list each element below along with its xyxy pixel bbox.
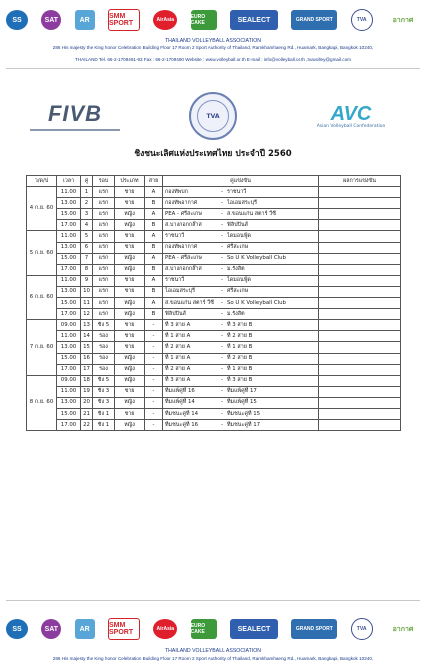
team-a: PEA - ศรีสะเกษ xyxy=(165,255,202,262)
team-b: ที่ 2 สาย B xyxy=(227,355,253,362)
teams-cell xyxy=(163,275,319,286)
team-b: ทีมชนะคู่ที่ 15 xyxy=(227,410,261,417)
table-row xyxy=(27,187,401,198)
versus-dash: - xyxy=(221,277,223,284)
time-cell: 17.00 xyxy=(57,420,81,431)
table-row xyxy=(27,242,401,253)
result-cell xyxy=(319,364,401,375)
date-cell: 6 ก.ย. 60 xyxy=(27,275,57,319)
ss-logo: SS xyxy=(6,619,28,639)
result-cell xyxy=(319,286,401,297)
team-b: ทีมแพ้คู่ที่ 17 xyxy=(227,388,257,395)
round-cell: ชิง 5 xyxy=(93,320,115,331)
pool-cell: - xyxy=(145,375,163,386)
pool-cell: - xyxy=(145,364,163,375)
time-cell: 15.00 xyxy=(57,408,81,419)
avc-mark: AVC xyxy=(330,103,372,125)
type-cell: ชาย xyxy=(115,198,145,209)
team-a: ที่ 3 สาย A xyxy=(165,321,191,328)
type-cell: ชาย xyxy=(115,386,145,397)
round-cell: แรก xyxy=(93,275,115,286)
time-cell: 13.00 xyxy=(57,242,81,253)
round-cell: แรก xyxy=(93,231,115,242)
teams-cell xyxy=(163,209,319,220)
pool-cell: A xyxy=(145,209,163,220)
round-cell: แรก xyxy=(93,298,115,309)
type-cell: ชาย xyxy=(115,242,145,253)
teams-cell xyxy=(163,364,319,375)
match-no-cell: 18 xyxy=(81,375,93,386)
type-cell: หญิง xyxy=(115,298,145,309)
pool-cell: B xyxy=(145,242,163,253)
ss-logo: SS xyxy=(6,10,28,30)
teams-cell xyxy=(163,320,319,331)
pool-cell: - xyxy=(145,331,163,342)
match-no-cell: 7 xyxy=(81,253,93,264)
team-b: ม.รังสิต xyxy=(227,310,245,317)
date-cell: 7 ก.ย. 60 xyxy=(27,320,57,375)
team-a: ทีมแพ้คู่ที่ 14 xyxy=(165,399,195,406)
time-cell: 11.00 xyxy=(57,331,81,342)
type-cell: ชาย xyxy=(115,187,145,198)
round-cell: ชิง 1 xyxy=(93,420,115,431)
teams-cell xyxy=(163,408,319,419)
result-cell xyxy=(319,187,401,198)
team-b: ฟิลิปปินส์ xyxy=(227,221,248,228)
result-cell xyxy=(319,320,401,331)
type-cell: ชาย xyxy=(115,408,145,419)
time-cell: 17.00 xyxy=(57,364,81,375)
type-cell: หญิง xyxy=(115,420,145,431)
teams-cell xyxy=(163,286,319,297)
result-cell xyxy=(319,408,401,419)
time-cell: 11.00 xyxy=(57,231,81,242)
versus-dash: - xyxy=(221,421,223,428)
team-a: ที่ 2 สาย A xyxy=(165,366,191,373)
table-row xyxy=(27,231,401,242)
match-no-cell: 12 xyxy=(81,309,93,320)
result-cell xyxy=(319,275,401,286)
match-no-cell: 9 xyxy=(81,275,93,286)
team-b: ไดมอนฟู้ด xyxy=(227,277,252,284)
airasia-logo: AirAsia xyxy=(153,619,177,639)
fivb-logo: FIVB xyxy=(30,101,120,131)
team-a: ราชนาวี xyxy=(165,277,185,284)
teams-cell xyxy=(163,231,319,242)
versus-dash: - xyxy=(221,366,223,373)
teams-cell xyxy=(163,264,319,275)
match-no-cell: 20 xyxy=(81,397,93,408)
col-teams: คู่แข่งขัน xyxy=(163,176,319,187)
pool-cell: - xyxy=(145,397,163,408)
type-cell: หญิง xyxy=(115,397,145,408)
ar-logo: AR xyxy=(75,619,95,639)
ac-logo: อากาศ xyxy=(386,10,420,30)
grand-sport-logo: GRAND SPORT xyxy=(291,619,337,639)
time-cell: 13.00 xyxy=(57,397,81,408)
team-a: ทีมแพ้คู่ที่ 16 xyxy=(165,388,195,395)
time-cell: 13.00 xyxy=(57,342,81,353)
sat-logo: SAT xyxy=(41,619,61,639)
team-a: ที่ 2 สาย A xyxy=(165,343,191,350)
round-cell: รอง xyxy=(93,353,115,364)
teams-cell xyxy=(163,187,319,198)
table-row xyxy=(27,331,401,342)
match-no-cell: 14 xyxy=(81,331,93,342)
result-cell xyxy=(319,353,401,364)
team-b: So U K Volleyball Club xyxy=(227,299,286,306)
round-cell: ชิง 3 xyxy=(93,397,115,408)
avc-subtitle: Asian Volleyball Confederation xyxy=(316,124,386,129)
airasia-logo: AirAsia xyxy=(153,10,177,30)
table-row xyxy=(27,386,401,397)
pool-cell: B xyxy=(145,198,163,209)
round-cell: รอง xyxy=(93,331,115,342)
match-no-cell: 19 xyxy=(81,386,93,397)
table-row xyxy=(27,209,401,220)
versus-dash: - xyxy=(221,199,223,206)
time-cell: 13.00 xyxy=(57,286,81,297)
result-cell xyxy=(319,264,401,275)
round-cell: แรก xyxy=(93,286,115,297)
grand-sport-logo: GRAND SPORT xyxy=(291,10,337,30)
type-cell: หญิง xyxy=(115,209,145,220)
pool-cell: - xyxy=(145,320,163,331)
sealect-logo: SEALECT xyxy=(230,10,278,30)
time-cell: 11.00 xyxy=(57,275,81,286)
match-no-cell: 5 xyxy=(81,231,93,242)
versus-dash: - xyxy=(221,266,223,273)
team-b: ไอเอมสระบุรี xyxy=(227,199,257,206)
team-a: ฟิลิปปินส์ xyxy=(165,310,186,317)
round-cell: แรก xyxy=(93,220,115,231)
col-time: เวลา xyxy=(57,176,81,187)
team-a: ราชนาวี xyxy=(165,233,185,240)
versus-dash: - xyxy=(221,321,223,328)
team-a: ไอเอมสระบุรี xyxy=(165,288,195,295)
teams-cell xyxy=(163,220,319,231)
pool-cell: B xyxy=(145,309,163,320)
match-no-cell: 8 xyxy=(81,264,93,275)
team-a: กองทัพบก xyxy=(165,188,188,195)
round-cell: แรก xyxy=(93,309,115,320)
team-a: ที่ 3 สาย A xyxy=(165,377,191,384)
team-a: PEA - ศรีสะเกษ xyxy=(165,210,202,217)
versus-dash: - xyxy=(221,233,223,240)
versus-dash: - xyxy=(221,244,223,251)
teams-cell xyxy=(163,242,319,253)
time-cell: 15.00 xyxy=(57,209,81,220)
match-no-cell: 16 xyxy=(81,353,93,364)
match-no-cell: 13 xyxy=(81,320,93,331)
pool-cell: - xyxy=(145,386,163,397)
match-no-cell: 22 xyxy=(81,420,93,431)
type-cell: หญิง xyxy=(115,264,145,275)
time-cell: 17.00 xyxy=(57,220,81,231)
team-a: ที่ 1 สาย A xyxy=(165,332,191,339)
type-cell: ชาย xyxy=(115,320,145,331)
schedule-table xyxy=(26,175,401,431)
result-cell xyxy=(319,198,401,209)
result-cell xyxy=(319,231,401,242)
tva-seal-text: TVA xyxy=(197,100,229,132)
schedule-body xyxy=(27,187,401,431)
pool-cell: B xyxy=(145,286,163,297)
round-cell: แรก xyxy=(93,264,115,275)
team-a: ส.ขอนแก่น สตาร์ วีซี xyxy=(165,299,214,306)
versus-dash: - xyxy=(221,188,223,195)
match-no-cell: 21 xyxy=(81,408,93,419)
result-cell xyxy=(319,342,401,353)
result-cell xyxy=(319,309,401,320)
time-cell: 11.00 xyxy=(57,386,81,397)
team-b: ไดมอนฟู้ด xyxy=(227,233,252,240)
table-header-row xyxy=(27,176,401,187)
match-no-cell: 17 xyxy=(81,364,93,375)
table-row xyxy=(27,198,401,209)
time-cell: 09.00 xyxy=(57,320,81,331)
tva-seal-logo: TVA xyxy=(351,9,373,31)
team-a: กองทัพอากาศ xyxy=(165,244,198,251)
type-cell: หญิง xyxy=(115,375,145,386)
result-cell xyxy=(319,420,401,431)
teams-cell xyxy=(163,253,319,264)
sat-logo: SAT xyxy=(41,10,61,30)
col-date: ว/ด/ป xyxy=(27,176,57,187)
type-cell: ชาย xyxy=(115,275,145,286)
versus-dash: - xyxy=(221,377,223,384)
teams-cell xyxy=(163,309,319,320)
versus-dash: - xyxy=(221,221,223,228)
type-cell: ชาย xyxy=(115,331,145,342)
time-cell: 09.00 xyxy=(57,375,81,386)
result-cell xyxy=(319,331,401,342)
match-no-cell: 11 xyxy=(81,298,93,309)
federation-logos xyxy=(30,92,396,140)
versus-dash: - xyxy=(221,299,223,306)
type-cell: หญิง xyxy=(115,253,145,264)
team-a: กองทัพอากาศ xyxy=(165,199,198,206)
table-row xyxy=(27,408,401,419)
time-cell: 15.00 xyxy=(57,253,81,264)
sealect-logo: SEALECT xyxy=(230,619,278,639)
round-cell: แรก xyxy=(93,242,115,253)
versus-dash: - xyxy=(221,399,223,406)
round-cell: แรก xyxy=(93,198,115,209)
versus-dash: - xyxy=(221,332,223,339)
result-cell xyxy=(319,397,401,408)
time-cell: 15.00 xyxy=(57,353,81,364)
teams-cell xyxy=(163,331,319,342)
pool-cell: A xyxy=(145,187,163,198)
round-cell: ชิง 3 xyxy=(93,386,115,397)
team-b: ส.ขอนแก่น สตาร์ วีซี xyxy=(227,210,276,217)
teams-cell xyxy=(163,198,319,209)
round-cell: แรก xyxy=(93,253,115,264)
result-cell xyxy=(319,220,401,231)
versus-dash: - xyxy=(221,410,223,417)
team-b: ศรีสะเกษ xyxy=(227,244,249,251)
time-cell: 13.00 xyxy=(57,198,81,209)
sponsor-logo-row xyxy=(6,7,420,33)
result-cell xyxy=(319,242,401,253)
col-result: ผลการแข่งขัน xyxy=(319,176,401,187)
avc-logo xyxy=(306,103,396,129)
time-cell: 17.00 xyxy=(57,264,81,275)
round-cell: รอง xyxy=(93,364,115,375)
team-b: ม.รังสิต xyxy=(227,266,245,273)
match-no-cell: 10 xyxy=(81,286,93,297)
col-match-no: คู่ xyxy=(81,176,93,187)
footer-logo-row xyxy=(6,616,420,642)
org-name: THAILAND VOLLEYBALL ASSOCIATION xyxy=(165,38,261,44)
type-cell: หญิง xyxy=(115,220,145,231)
euro-cake-logo: EURO CAKE xyxy=(191,619,217,639)
match-no-cell: 1 xyxy=(81,187,93,198)
match-no-cell: 15 xyxy=(81,342,93,353)
table-row xyxy=(27,364,401,375)
date-cell: 5 ก.ย. 60 xyxy=(27,231,57,275)
versus-dash: - xyxy=(221,355,223,362)
pool-cell: A xyxy=(145,253,163,264)
round-cell: ชิง 5 xyxy=(93,375,115,386)
header-divider xyxy=(6,68,420,69)
table-row xyxy=(27,353,401,364)
document-title: ชิงชนะเลิศแห่งประเทศไทย ประจำปี 2560 xyxy=(134,149,292,159)
team-b: ทีมแพ้คู่ที่ 15 xyxy=(227,399,257,406)
org-contact: THAILAND Tel. 66-2-1709491-93 Fax : 66-2-1709490 Website : www.volleyball.or.th E-mail : info@volleyball.or.th ,tvavolley@gmail.com xyxy=(75,57,351,62)
col-round: รอบ xyxy=(93,176,115,187)
team-b: ที่ 1 สาย B xyxy=(227,366,253,373)
teams-cell xyxy=(163,420,319,431)
table-row xyxy=(27,286,401,297)
pool-cell: A xyxy=(145,298,163,309)
teams-cell xyxy=(163,342,319,353)
type-cell: หญิง xyxy=(115,353,145,364)
teams-cell xyxy=(163,298,319,309)
team-b: ศรีสะเกษ xyxy=(227,288,249,295)
result-cell xyxy=(319,298,401,309)
table-row xyxy=(27,264,401,275)
euro-cake-logo: EURO CAKE xyxy=(191,10,217,30)
ar-logo: AR xyxy=(75,10,95,30)
versus-dash: - xyxy=(221,255,223,262)
type-cell: หญิง xyxy=(115,364,145,375)
footer-divider xyxy=(6,600,420,601)
smm-sport-logo: SMM SPORT xyxy=(108,618,140,640)
teams-cell xyxy=(163,386,319,397)
pool-cell: - xyxy=(145,353,163,364)
match-no-cell: 4 xyxy=(81,220,93,231)
table-row xyxy=(27,253,401,264)
match-no-cell: 2 xyxy=(81,198,93,209)
teams-cell xyxy=(163,375,319,386)
footer-org-name: THAILAND VOLLEYBALL ASSOCIATION xyxy=(165,648,261,654)
team-b: ที่ 2 สาย B xyxy=(227,332,253,339)
table-row xyxy=(27,420,401,431)
pool-cell: B xyxy=(145,264,163,275)
ac-logo: อากาศ xyxy=(386,619,420,639)
org-address: 286 His majesty the King honor Celebration Building Floor 17 Room 2 Sport Authority of Thailand, Ramkhamhaeng Rd., Huamark, Bangkapi, Bangkok 10240, xyxy=(52,45,374,50)
teams-cell xyxy=(163,397,319,408)
pool-cell: - xyxy=(145,420,163,431)
smm-sport-logo: SMM SPORT xyxy=(108,9,140,31)
team-b: ทีมชนะคู่ที่ 17 xyxy=(227,421,261,428)
result-cell xyxy=(319,375,401,386)
teams-cell xyxy=(163,353,319,364)
type-cell: ชาย xyxy=(115,342,145,353)
table-row xyxy=(27,220,401,231)
versus-dash: - xyxy=(221,388,223,395)
date-cell: 8 ก.ย. 60 xyxy=(27,375,57,430)
table-row xyxy=(27,320,401,331)
tva-seal xyxy=(189,92,237,140)
versus-dash: - xyxy=(221,288,223,295)
type-cell: หญิง xyxy=(115,309,145,320)
round-cell: แรก xyxy=(93,209,115,220)
team-a: ส.บางกอกกล๊าส xyxy=(165,221,202,228)
col-type: ประเภท xyxy=(115,176,145,187)
table-row xyxy=(27,298,401,309)
match-no-cell: 3 xyxy=(81,209,93,220)
time-cell: 17.00 xyxy=(57,309,81,320)
round-cell: แรก xyxy=(93,187,115,198)
team-a: ส.บางกอกกล๊าส xyxy=(165,266,202,273)
pool-cell: - xyxy=(145,342,163,353)
team-b: ที่ 1 สาย B xyxy=(227,343,253,350)
result-cell xyxy=(319,386,401,397)
result-cell xyxy=(319,253,401,264)
team-b: ราชนาวี xyxy=(227,188,247,195)
table-row xyxy=(27,275,401,286)
type-cell: ชาย xyxy=(115,286,145,297)
time-cell: 11.00 xyxy=(57,187,81,198)
pool-cell: A xyxy=(145,231,163,242)
team-a: ทีมชนะคู่ที่ 16 xyxy=(165,421,199,428)
table-row xyxy=(27,342,401,353)
time-cell: 15.00 xyxy=(57,298,81,309)
footer-address: 286 His majesty the King honor Celebration Building Floor 17 Room 2 Sport Authority of Thailand, Ramkhamhaeng Rd., Huamark, Bangkapi, Bangkok 10240, xyxy=(52,656,374,661)
team-b: So U K Volleyball Club xyxy=(227,255,286,262)
versus-dash: - xyxy=(221,310,223,317)
table-row xyxy=(27,397,401,408)
tva-seal-logo: TVA xyxy=(351,618,373,640)
table-row xyxy=(27,375,401,386)
pool-cell: B xyxy=(145,220,163,231)
col-pool: สาย xyxy=(145,176,163,187)
versus-dash: - xyxy=(221,210,223,217)
versus-dash: - xyxy=(221,343,223,350)
round-cell: รอง xyxy=(93,342,115,353)
date-cell: 4 ก.ย. 60 xyxy=(27,187,57,231)
match-no-cell: 6 xyxy=(81,242,93,253)
type-cell: ชาย xyxy=(115,231,145,242)
team-b: ที่ 3 สาย B xyxy=(227,321,253,328)
result-cell xyxy=(319,209,401,220)
team-b: ที่ 3 สาย B xyxy=(227,377,253,384)
round-cell: ชิง 1 xyxy=(93,408,115,419)
team-a: ที่ 1 สาย A xyxy=(165,355,191,362)
table-row xyxy=(27,309,401,320)
pool-cell: - xyxy=(145,408,163,419)
team-a: ทีมชนะคู่ที่ 14 xyxy=(165,410,199,417)
pool-cell: A xyxy=(145,275,163,286)
